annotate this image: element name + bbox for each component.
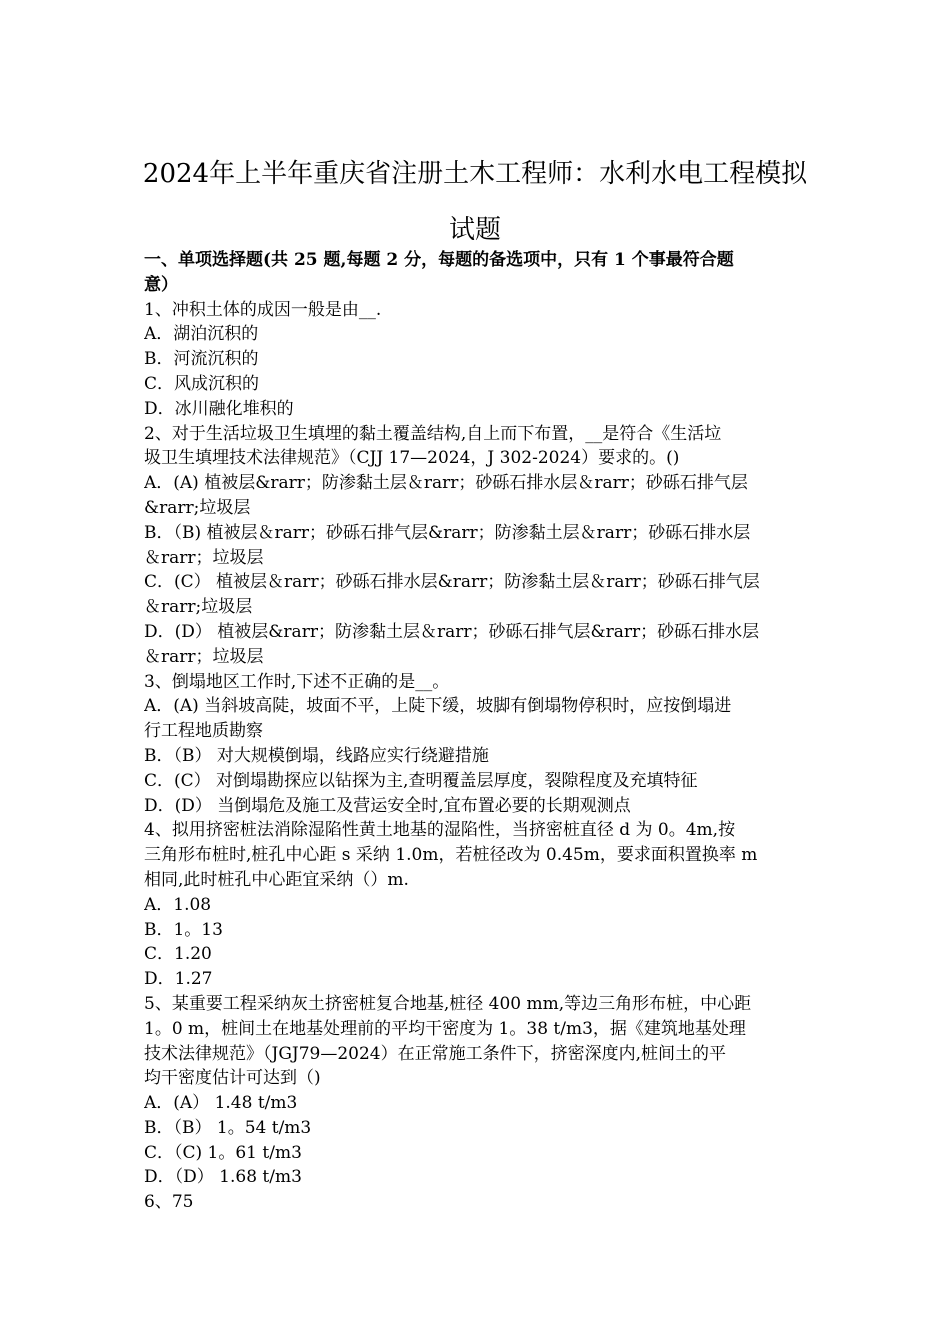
text-line: 三角形布桩时,桩孔中心距 s 采纳 1.0m，若桩径改为 0.45m，要求面积置换率 m xyxy=(144,845,758,866)
text-line: 圾卫生填埋技术法律规范》（CJJ 17—2024，J 302-2024）要求的。() xyxy=(144,448,680,469)
text-line: C．(C） 植被层＆rarr；砂砾石排水层&rarr；防渗黏土层＆rarr；砂砾石排气层 xyxy=(144,572,760,593)
text-line: ＆rarr;垃圾层 xyxy=(144,597,253,618)
text-line: 均干密度估计可达到（) xyxy=(144,1068,321,1089)
section-heading-line-1: 一、单项选择题(共 25 题,每题 2 分，每题的备选项中，只有 1 个事最符合题 xyxy=(144,250,734,270)
page-title xyxy=(100,146,850,258)
text-line: A．湖泊沉积的 xyxy=(144,324,259,345)
text-line: A．1.08 xyxy=(144,894,212,915)
title-line-1: 2024年上半年重庆省注册土木工程师：水利水电工程模拟 xyxy=(142,159,808,189)
text-line: B．河流沉积的 xyxy=(144,349,259,370)
text-line: 5、某重要工程采纳灰土挤密桩复合地基,桩径 400 mm,等边三角形布桩，中心距 xyxy=(144,993,752,1014)
section-heading-line-2: 意） xyxy=(144,274,178,295)
text-line: C．风成沉积的 xyxy=(144,373,260,394)
text-line: A．(A） 1.48 t/m3 xyxy=(144,1093,298,1114)
text-line: D．(D） 植被层&rarr；防渗黏土层＆rarr；砂砾石排气层&rarr；砂砾石排水层 xyxy=(144,621,760,642)
text-line: 3、倒塌地区工作时,下述不正确的是__。 xyxy=(144,671,450,692)
text-line: 相同,此时桩孔中心距宜采纳（）m. xyxy=(144,869,409,890)
text-line: B．（B） 对大规模倒塌，线路应实行绕避措施 xyxy=(144,745,489,766)
text-line: 技术法律规范》（JGJ79—2024）在正常施工条件下，挤密深度内,桩间土的平 xyxy=(144,1043,727,1064)
text-line: 1、冲积土体的成因一般是由__. xyxy=(144,299,382,320)
text-line: D．(D） 当倒塌危及施工及营运安全时,宜布置必要的长期观测点 xyxy=(144,795,631,816)
text-line: D．（D） 1.68 t/m3 xyxy=(144,1167,302,1188)
text-line: A．(A) 植被层&rarr；防渗黏土层＆rarr；砂砾石排水层＆rarr；砂砾石排气层 xyxy=(144,473,748,494)
text-line: 1。0 m，桩间土在地基处理前的平均干密度为 1。38 t/m3，据《建筑地基处理 xyxy=(144,1018,746,1039)
text-line: D．1.27 xyxy=(144,969,213,990)
text-line: ＆rarr；垃圾层 xyxy=(144,547,264,568)
text-line: 行工程地质勘察 xyxy=(144,721,263,742)
text-line: ＆rarr；垃圾层 xyxy=(144,646,264,667)
title-line-2: 试题 xyxy=(448,215,501,245)
text-line: 2、对于生活垃圾卫生填埋的黏土覆盖结构,自上而下布置，__是符合《生活垃 xyxy=(144,423,722,444)
text-line: 4、拟用挤密桩法消除湿陷性黄土地基的湿陷性，当挤密桩直径 d 为 0。4m,按 xyxy=(144,820,736,841)
text-line: C．（C) 1。61 t/m3 xyxy=(144,1142,302,1163)
text-line: 6、75 xyxy=(144,1192,194,1213)
text-line: C．(C） 对倒塌勘探应以钻探为主,查明覆盖层厚度，裂隙程度及充填特征 xyxy=(144,770,698,791)
question-list xyxy=(144,298,806,1215)
text-line: A．(A) 当斜坡高陡，坡面不平，上陡下缓，坡脚有倒塌物停积时，应按倒塌进 xyxy=(144,696,732,717)
text-line: &rarr;垃圾层 xyxy=(144,497,251,518)
text-line: B．（B） 1。54 t/m3 xyxy=(144,1117,312,1138)
document-body xyxy=(144,248,806,1215)
text-line: D．冰川融化堆积的 xyxy=(144,398,294,419)
text-line: B．1。13 xyxy=(144,919,223,940)
text-line: B．（B) 植被层＆rarr；砂砾石排气层&rarr；防渗黏土层＆rarr；砂砾石排水层 xyxy=(144,522,751,543)
text-line: C．1.20 xyxy=(144,944,212,965)
